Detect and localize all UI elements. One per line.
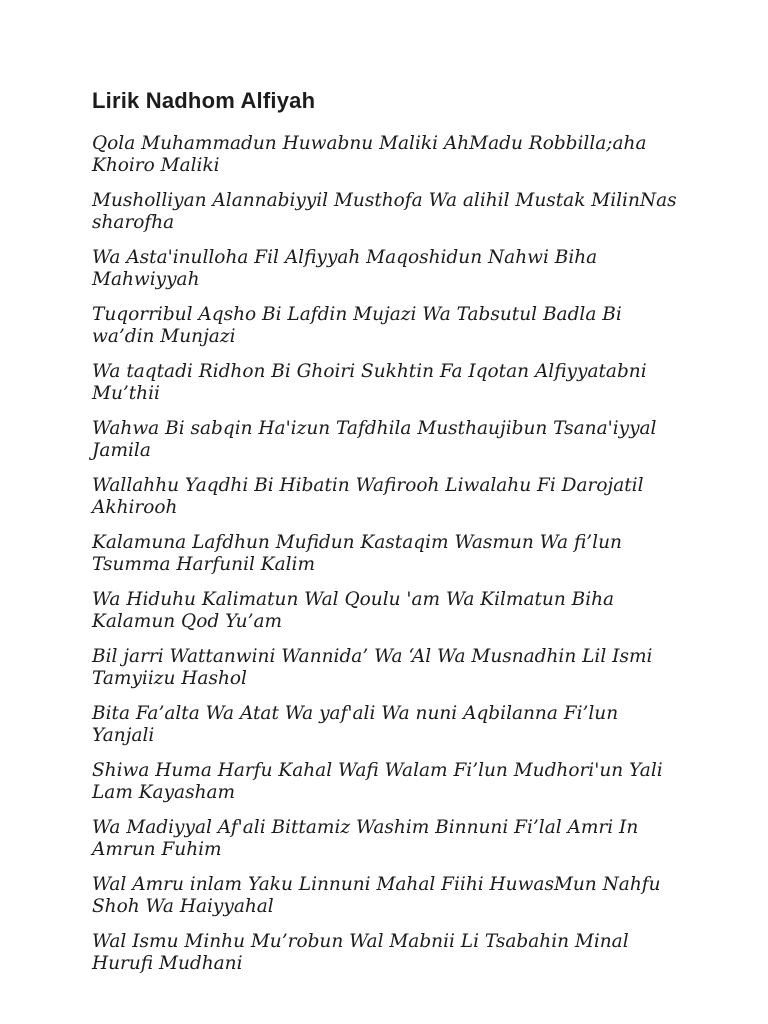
lyric-paragraph: Wallahhu Yaqdhi Bi Hibatin Wafirooh Liwalahu Fi Darojatil Akhirooh — [92, 475, 644, 519]
lyric-paragraph: Musholliyan Alannabiyyil Musthofa Wa alihil Mustak MilinNas sharofha — [92, 190, 677, 234]
lyric-paragraph: Bil jarri Wattanwini Wannida’ Wa ‘Al Wa Musnadhin Lil Ismi Tamyiizu Hashol — [92, 646, 653, 690]
document-title: Lirik Nadhom Alfiyah — [92, 88, 316, 113]
lyric-paragraph: Wa Madiyyal Af'ali Bittamiz Washim Binnuni Fi’lal Amri In Amrun Fuhim — [92, 817, 639, 861]
lyric-paragraph: Tuqorribul Aqsho Bi Lafdin Mujazi Wa Tabsutul Badla Bi wa’din Munjazi — [92, 304, 622, 348]
lyric-paragraph: Wahwa Bi sabqin Ha'izun Tafdhila Musthaujibun Tsana'iyyal Jamila — [92, 418, 657, 462]
lyric-paragraph: Wa taqtadi Ridhon Bi Ghoiri Sukhtin Fa Iqotan Alfiyyatabni Mu’thii — [92, 361, 647, 405]
lyric-paragraph: Shiwa Huma Harfu Kahal Wafi Walam Fi’lun Mudhori'un Yali Lam Kayasham — [92, 760, 663, 804]
lyric-paragraph: Wa Hiduhu Kalimatun Wal Qoulu 'am Wa Kilmatun Biha Kalamun Qod Yu’am — [92, 589, 615, 633]
lyric-paragraph: Wal Amru inlam Yaku Linnuni Mahal Fiihi HuwasMun Nahfu Shoh Wa Haiyyahal — [92, 874, 661, 918]
lyric-paragraph: Wa Asta'inulloha Fil Alfiyyah Maqoshidun Nahwi Biha Mahwiyyah — [92, 247, 598, 291]
lyric-paragraph: Bita Fa’alta Wa Atat Wa yaf'ali Wa nuni Aqbilanna Fi’lun Yanjali — [92, 703, 619, 747]
lyric-paragraph: Wal Ismu Minhu Mu’robun Wal Mabnii Li Tsabahin Minal Hurufi Mudhani — [92, 931, 629, 975]
lyric-paragraph: Kalamuna Lafdhun Mufidun Kastaqim Wasmun Wa fi’lun Tsumma Harfunil Kalim — [92, 532, 622, 576]
lyric-paragraph: Qola Muhammadun Huwabnu Maliki AhMadu Robbilla;aha Khoiro Maliki — [92, 133, 647, 177]
